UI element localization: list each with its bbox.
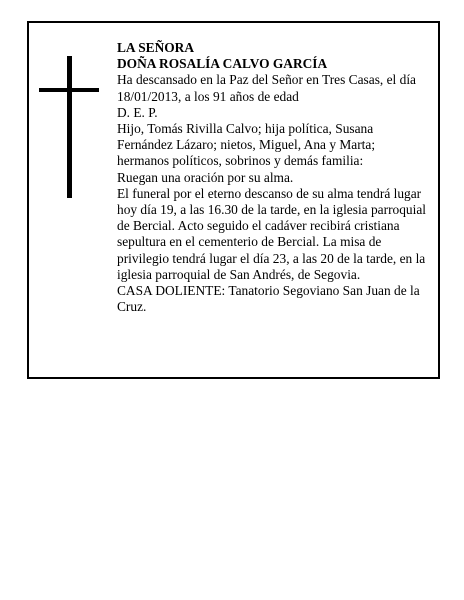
cross-vertical-bar xyxy=(67,56,72,198)
obituary-deceased-name: DOÑA ROSALÍA CALVO GARCÍA xyxy=(117,56,328,72)
cross-horizontal-bar xyxy=(39,88,99,92)
obituary-funeral-details: El funeral por el eterno descanso de su alma tendrá lugar hoy día 19, a las 16.30 de la tarde, en la iglesia parroquial de Bercial. Acto seguido el cadáver recibirá cristiana sepultura en el cementerio de Bercial. La misa de privilegio tendrá lugar el día 23, a las 20 de la tarde, en la iglesia parroquial de San Andrés, de Segovia. xyxy=(117,185,426,282)
obituary-family: Hijo, Tomás Rivilla Calvo; hija política, Susana Fernández Lázaro; nietos, Miguel, Ana y Marta; hermanos políticos, sobrinos y demás familia: xyxy=(117,121,376,169)
obituary-death-details: Ha descansado en la Paz del Señor en Tres Casas, el día 18/01/2013, a los 91 años de edad xyxy=(117,72,416,104)
obituary-rip: D. E. P. xyxy=(117,104,158,120)
latin-cross-icon xyxy=(39,56,99,198)
obituary-mourning-house: CASA DOLIENTE: Tanatorio Segoviano San Juan de la Cruz. xyxy=(117,283,420,315)
obituary-notice-frame xyxy=(27,21,440,379)
obituary-text xyxy=(117,40,429,315)
obituary-heading-title: LA SEÑORA xyxy=(117,40,195,55)
obituary-prayer-request: Ruegan una oración por su alma. xyxy=(117,169,294,185)
